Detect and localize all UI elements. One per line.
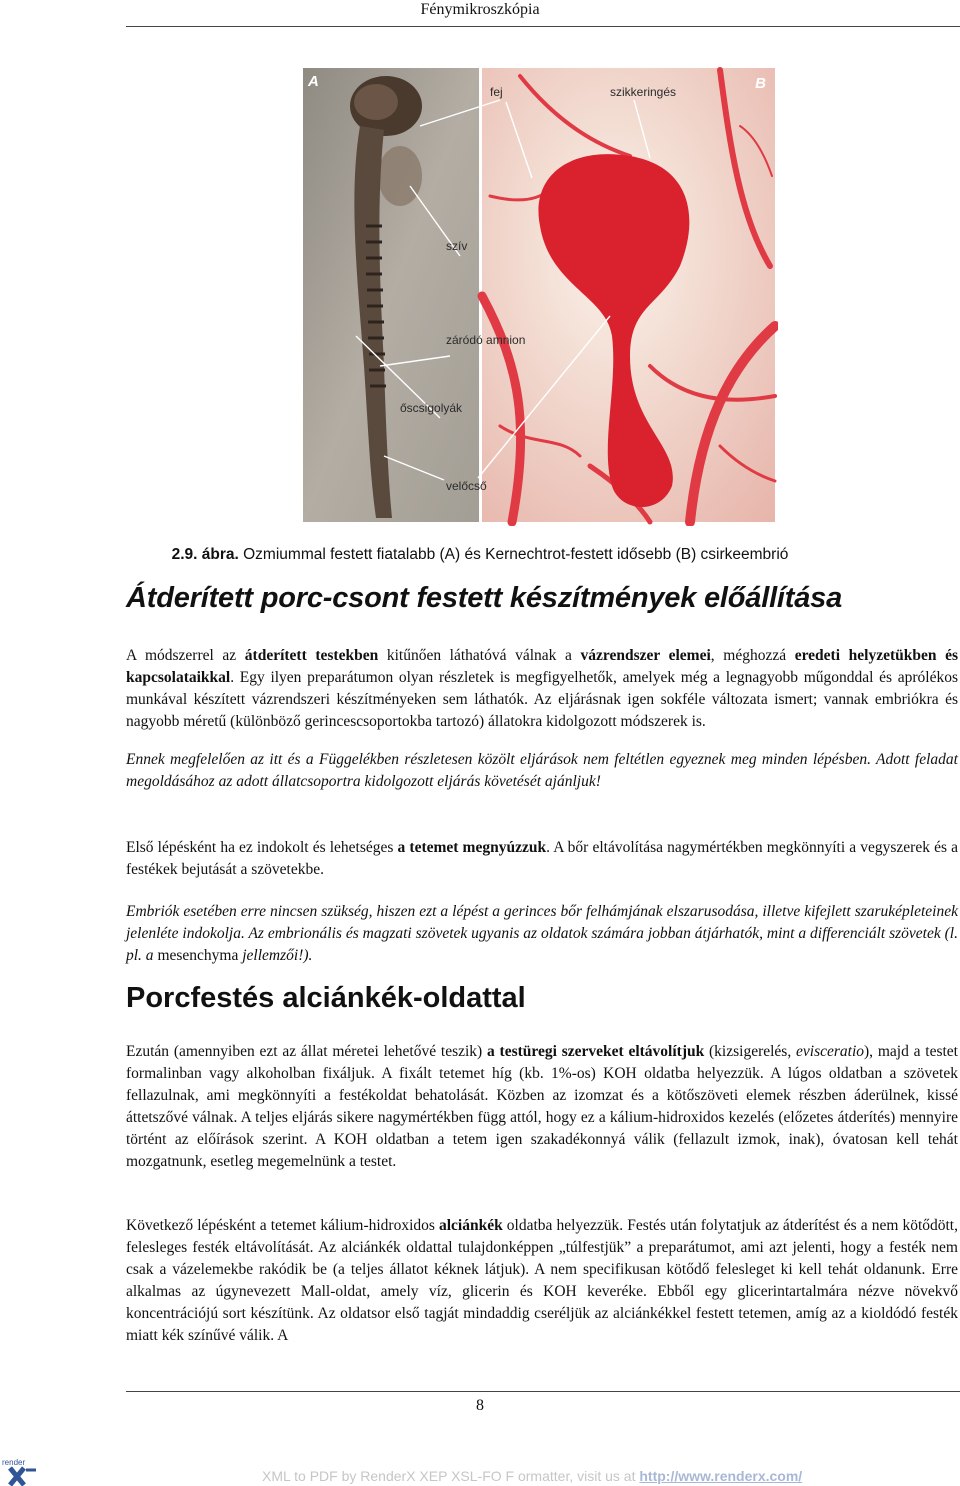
text-run: (kizsigerelés, <box>704 1043 796 1060</box>
label-zarodo-amnion: záródó amnion <box>446 333 526 347</box>
italic-run: jellemzői!). <box>238 947 313 964</box>
caption-text: Ozmiummal festett fiatalabb (A) és Kernechtrot-festett idősebb (B) csirkeembrió <box>238 546 789 563</box>
text-run: Következő lépésként a tetemet kálium-hidroxidos <box>126 1217 439 1234</box>
renderx-text: XML to PDF by RenderX XEP XSL-FO F ormatter, visit us at <box>262 1468 640 1484</box>
text-run: kitűnően láthatóvá válnak a <box>378 647 581 664</box>
italic-term: evisceratio <box>796 1043 865 1060</box>
paragraph-5 <box>126 1041 958 1173</box>
text-run: Ezután (amennyiben ezt az állat méretei lehetővé teszik) <box>126 1043 487 1060</box>
text-run: A módszerrel az <box>126 647 245 664</box>
bold-term: eredeti helyzetükben és kapcsolataikkal <box>126 647 958 686</box>
paragraph-2: Ennek megfelelően az itt és a Függelékben részletesen közölt eljárások nem feltétlen egyeznek meg minden lépésben. Adott feladat megoldásához az adott állatcsoportra kidolgozott eljárás követését ajánljuk! <box>126 751 958 790</box>
renderx-link[interactable]: http://www.renderx.com/ <box>639 1468 803 1484</box>
figure-caption <box>0 546 960 564</box>
paragraph-3 <box>126 837 958 881</box>
page-number: 8 <box>476 1397 484 1414</box>
renderx-logo-icon <box>2 1456 40 1486</box>
paragraph-1 <box>126 645 958 733</box>
footer-rule <box>126 1391 960 1392</box>
text-run: , méghozzá <box>710 647 795 664</box>
panel-a-photo <box>303 68 479 522</box>
panel-a-letter: A <box>308 73 319 90</box>
embryo-figure <box>300 66 778 526</box>
bold-term: a testüregi szerveket eltávolítjuk <box>487 1043 705 1060</box>
text-run: Első lépésként ha ez indokolt és lehetséges <box>126 839 398 856</box>
label-velocso: velőcső <box>446 479 487 493</box>
bold-term: vázrendszer elemei <box>580 647 711 664</box>
renderx-logo-text: render <box>2 1458 26 1467</box>
italic-run: Embriók esetében erre nincsen szükség, hiszen ezt a lépést a gerinces bőr felhámjának elszarusodása, illetve kifejlett szaruképleteinek jelenléte indokolja. Az embrionális és magzati szövetek ugyanis az oldatok számára jobban átjárhatók, mint a differenciált szövetek (l. pl. a <box>126 903 958 964</box>
bold-term: alciánkék <box>438 1217 503 1234</box>
label-szikkeringes: szikkeringés <box>610 85 677 99</box>
text-run: . Egy ilyen preparátumon olyan részletek is megfigyelhetők, amelyek még a legnagyobb műgonddal és aprólékos munkával készített vázrendszeri készítményeken sem láthatók. Az eljárásnak igen sokféle változata ismert; vannak embriókra és nagyobb méretű (különböző gerincescsoportokba tartozó) állatokra kidolgozott módszerek is. <box>126 669 958 730</box>
bold-term: átderített testekben <box>244 647 379 664</box>
label-fej: fej <box>490 85 503 99</box>
text-run: ), majd a testet formalinban vagy alkoholban fixáljuk. A fixált tetemet híg (kb. 1%-os) KOH oldatba helyezzük. A lúgos oldatban a szövetek fellazulnak, ami megkönnyíti a festékoldat behatolását. Közben az izomzat és a kötőszöveti elemek részben áderülnek, kissé áttetszővé válnak. A teljes eljárás sikere nagymértékben függ attól, hogy ez a kálium-hidroxidos kezelés (előzetes átderítés) mennyire történt az előírások szerint. A KOH oldatban a tetem igen szakadékonnyá válik (fellazult izmok, inak), óvatosan kell tehát mozgatnunk, esetleg megemelnünk a testet. <box>126 1043 958 1170</box>
paragraph-4 <box>126 901 958 967</box>
label-oscsigolyak: őscsigolyák <box>400 401 463 415</box>
text-run: oldatba helyezzük. Festés után folytatjuk az átderítést és a nem kötődött, felesleges festék eltávolítását. Az alciánkék oldattal tulajdonképpen „túlfestjük” a preparátumot, ami azt jelenti, hogy a festék nem csak a vázelemekbe rakódik be (a teljes állatot kéknek látjuk). A nem specifikusan kötődő felesleget ki kell tehát oldanunk. Erre alkalmas az úgynevezett Mall-oldat, amely víz, glicerin és KOH keveréke. Ebből egy glicerintartalmára nézve növekvő koncentrációjú sort készítünk. Az oldatsor első tagját mindaddig cseréljük az alciánkékkel festett tetemen, amíg az a kioldódó festék miatt kék színűvé válik. A <box>126 1217 958 1344</box>
panel-b-letter: B <box>755 75 766 92</box>
text-run: mesenchyma <box>157 947 239 964</box>
section-heading-2: Porcfestés alciánkék-oldattal <box>126 982 526 1014</box>
caption-label: 2.9. ábra. <box>171 546 239 563</box>
text-run: . A bőr eltávolítása nagymértékben megkönnyíti a vegyszerek és a festékek bejutását a szövetekbe. <box>126 839 958 878</box>
panel-b-photo <box>482 68 775 522</box>
section-heading-1: Átderített porc-csont festett készítmények előállítása <box>126 582 843 614</box>
label-sziv: szív <box>446 239 468 253</box>
renderx-watermark <box>262 1468 802 1484</box>
bold-term: a tetemet megnyúzzuk <box>397 839 547 856</box>
header-rule <box>126 26 960 27</box>
running-header: Fénymikroszkópia <box>420 1 540 18</box>
paragraph-6 <box>126 1215 958 1347</box>
